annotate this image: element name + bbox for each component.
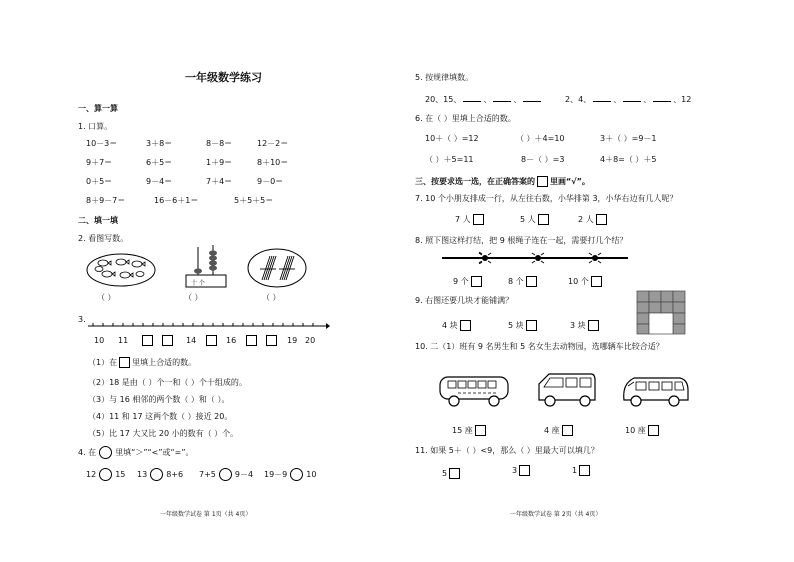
- calc-item: 9－0＝: [257, 177, 284, 186]
- answer-box[interactable]: [473, 214, 484, 225]
- answer-box[interactable]: [519, 465, 530, 476]
- minibus-picture: [620, 374, 690, 410]
- calc-item: 3＋8＝: [146, 139, 173, 148]
- numline-blank-box[interactable]: [246, 335, 257, 346]
- calc-item: 16－6＋1＝: [154, 196, 199, 205]
- q7-option: 7 人: [455, 214, 486, 225]
- sticks-answer-paren: （ ）: [262, 293, 281, 302]
- q3-label: 3.: [78, 315, 86, 324]
- calc-item: 0＋5＝: [86, 177, 113, 186]
- fish-answer-paren: （ ）: [97, 293, 116, 302]
- q8-option: 8 个: [508, 276, 539, 287]
- left-footer: 一年级数学试卷 第 1页（共 4页）: [160, 511, 252, 518]
- q9-option: 3 块: [570, 320, 601, 331]
- sequence-1: 20、15、 、 、: [425, 93, 543, 105]
- compare-item: 12 15: [86, 470, 126, 479]
- q6-label: 6. 在（ ）里填上合适的数。: [415, 114, 516, 123]
- calc-item: 9＋7＝: [86, 158, 113, 167]
- numline-label: 19: [287, 336, 298, 345]
- q3-4: （4）11 和 17 这两个数（ ）接近 20。: [88, 412, 233, 421]
- section-2-heading: 二、填一填: [78, 216, 118, 225]
- q7-option: 2 人: [578, 214, 609, 225]
- bus-picture: [438, 373, 510, 409]
- calc-item: 9－4＝: [146, 177, 173, 186]
- compare-item: 19－9 10: [264, 470, 317, 479]
- q11-option: 5: [442, 468, 462, 479]
- q9-option: 4 块: [442, 320, 473, 331]
- fill-item: 10＋（ ）=12: [425, 134, 479, 143]
- numline-label: 20: [305, 336, 316, 345]
- number-line: [88, 318, 330, 330]
- answer-box[interactable]: [596, 214, 607, 225]
- stick-bundles-picture: [246, 247, 308, 289]
- q3-5: （5）比 17 大又比 20 小的数有（ ）个。: [88, 429, 239, 438]
- compare-item: 7+5 9－4: [199, 470, 254, 479]
- q11: 11. 如果 5＋（ ）<9，那么（ ）里最大可以填几？: [415, 446, 599, 455]
- q3-2: （2）18 是由（ ）个一和（ ）个十组成的。: [88, 378, 247, 387]
- abacus-place-label: 十 个: [191, 280, 205, 287]
- q5-label: 5. 按规律填数。: [415, 73, 474, 82]
- q8-option: 9 个: [453, 276, 484, 287]
- numline-label: 14: [186, 336, 197, 345]
- compare-item: 13 8+6: [137, 470, 184, 479]
- q1-label: 1. 口算。: [78, 122, 113, 131]
- calc-item: 8－8＝: [206, 139, 233, 148]
- numline-blank-box[interactable]: [162, 335, 173, 346]
- fill-item: 8－（ ）=3: [521, 155, 565, 164]
- compare-circle[interactable]: [290, 468, 303, 481]
- numline-label: 11: [118, 336, 129, 345]
- example-circle: [99, 446, 112, 459]
- calc-item: 6＋5＝: [146, 158, 173, 167]
- q4: 4. 在 里填“＞”“<”或“=”。: [78, 448, 194, 457]
- calc-item: 5＋5＋5＝: [234, 196, 274, 205]
- compare-circle[interactable]: [99, 468, 112, 481]
- q3-3: （3）与 16 相邻的两个数（ ）和（ ）。: [88, 395, 230, 404]
- compare-circle[interactable]: [150, 468, 163, 481]
- q7: 7. 10 个小朋友排成一行，从左往右数，小华排第 3，小华右边有几人呢？: [415, 194, 678, 203]
- q11-option: 1: [572, 465, 592, 476]
- q9-option: 5 块: [508, 320, 539, 331]
- answer-box[interactable]: [526, 320, 537, 331]
- answer-box[interactable]: [562, 425, 573, 436]
- calc-item: 8＋10＝: [257, 158, 289, 167]
- section-1-heading: 一、算一算: [78, 104, 118, 113]
- answer-box[interactable]: [579, 465, 590, 476]
- q9: 9. 右图还要几块才能铺满？: [415, 296, 514, 305]
- q10: 10. 二（1）班有 9 名男生和 5 名女生去动物园，选哪辆车比较合适？: [415, 342, 664, 351]
- q10-option: 15 座: [452, 425, 488, 436]
- page-title: 一年级数学练习: [185, 71, 262, 84]
- q3-1: （1）在 里填上合适的数。: [88, 358, 197, 367]
- q8: 8. 照下图这样打结，把 9 根绳子连在一起，需要打几个结？: [415, 236, 628, 245]
- fill-item: 4＋8=（ ）＋5: [600, 155, 657, 164]
- example-box: [537, 176, 548, 187]
- tile-grid-picture: [636, 290, 688, 335]
- calc-item: 10－3＝: [86, 139, 118, 148]
- q10-option: 10 座: [625, 425, 661, 436]
- fill-item: 3＋（ ）=9－1: [600, 134, 657, 143]
- fill-item: （ ）＋4=10: [516, 134, 565, 143]
- answer-box[interactable]: [526, 276, 537, 287]
- numline-label: 16: [226, 336, 237, 345]
- numline-blank-box[interactable]: [206, 335, 217, 346]
- answer-box[interactable]: [460, 320, 471, 331]
- sequence-2: 2、4、 、 、 、12: [565, 95, 692, 104]
- numline-blank-box[interactable]: [266, 335, 277, 346]
- q10-option: 4 座: [544, 425, 575, 436]
- right-footer: 一年级数学试卷 第 2页（共 4页）: [510, 511, 602, 518]
- numline-label: 10: [94, 336, 105, 345]
- q2-label: 2. 看图写数。: [78, 234, 129, 243]
- answer-box[interactable]: [648, 425, 659, 436]
- knotted-rope-picture: [440, 252, 630, 264]
- q11-option: 3: [512, 465, 532, 476]
- answer-box[interactable]: [471, 276, 482, 287]
- answer-box[interactable]: [475, 425, 486, 436]
- answer-box[interactable]: [588, 320, 599, 331]
- abacus-answer-paren: （ ）: [184, 293, 203, 302]
- fish-group-picture: [85, 252, 157, 288]
- q8-option: 10 个: [568, 276, 604, 287]
- section-3-heading: 三、按要求选一选，在正确答案的 里画“√”。: [415, 177, 590, 186]
- numline-blank-box[interactable]: [142, 335, 153, 346]
- answer-box[interactable]: [449, 468, 460, 479]
- q7-option: 5 人: [520, 214, 551, 225]
- fill-item: （ ）＋5=11: [425, 155, 474, 164]
- compare-circle[interactable]: [219, 468, 232, 481]
- calc-item: 7＋4＝: [206, 177, 233, 186]
- calc-item: 1＋9＝: [206, 158, 233, 167]
- example-box: [119, 357, 130, 368]
- calc-item: 12－2＝: [257, 139, 289, 148]
- answer-box[interactable]: [591, 276, 602, 287]
- answer-box[interactable]: [538, 214, 549, 225]
- calc-item: 8＋9－7＝: [86, 196, 126, 205]
- van-picture: [535, 370, 599, 410]
